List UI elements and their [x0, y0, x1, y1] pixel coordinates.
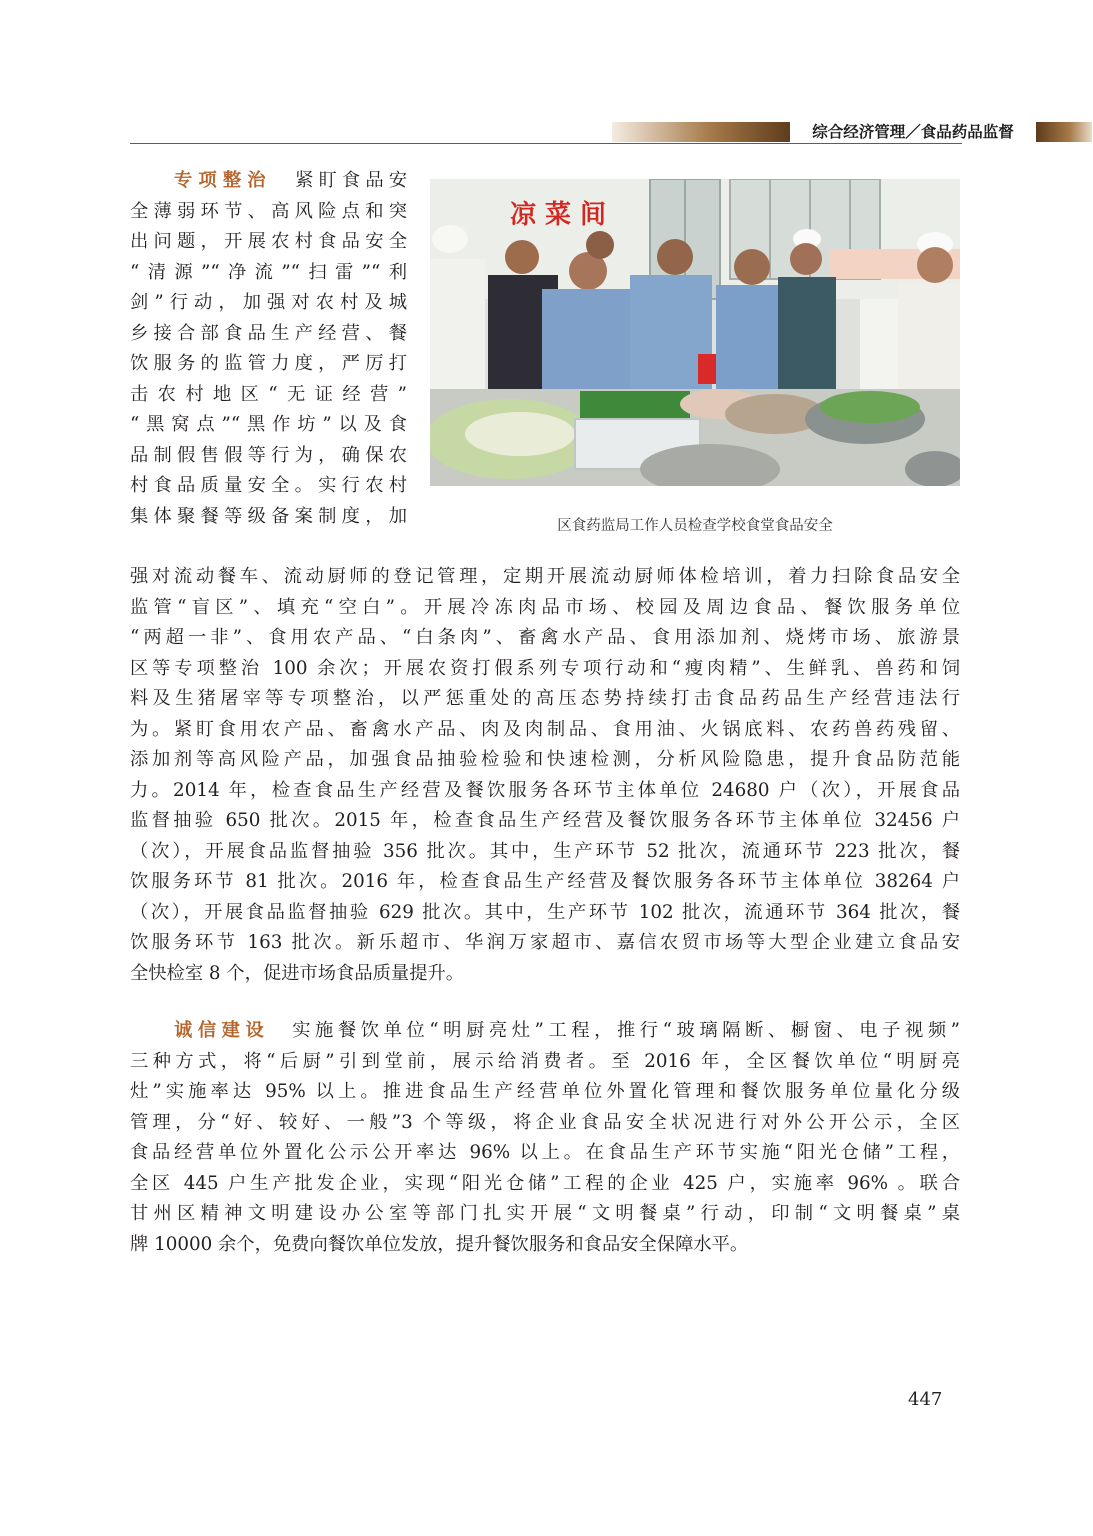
section1-line: 集体聚餐等级备案制度，加: [130, 505, 407, 527]
section1-line: 添加剂等高风险产品，加强食品抽验检验和快速检测，分析风险隐患，提升食品防范能: [130, 749, 960, 770]
section2-line: 全区 445 户生产批发企业，实现“阳光仓储”工程的企业 425 户，实施率 96% 。联合: [130, 1172, 960, 1194]
section1-line: 监督抽验 650 批次。2015 年，检查食品生产经营及餐饮服务各环节主体单位 32456 户: [130, 810, 960, 831]
inspection-photo: [430, 179, 960, 486]
section2-line: 灶”实施率达 95% 以上。推进食品生产经营单位外置化管理和餐饮服务单位量化分级: [130, 1081, 960, 1102]
section1-line: （次），开展食品监督抽验 356 批次。其中，生产环节 52 批次，流通环节 223 批次，餐: [130, 840, 960, 862]
section2-paragraph: [130, 1016, 960, 1260]
section1-full-width: [130, 562, 960, 989]
section1-line: 出问题，开展农村食品安全: [130, 231, 407, 252]
running-header: [130, 122, 1014, 144]
section1-line: 强对流动餐车、流动厨师的登记管理，定期开展流动厨师体检培训，着力扫除食品安全: [130, 566, 960, 587]
section1-line: 村食品质量安全。实行农村: [130, 475, 407, 496]
section1-line: 剑”行动，加强对农村及城: [130, 292, 407, 313]
section1-line: 力。2014 年，检查食品生产经营及餐饮服务各环节主体单位 24680 户（次），开展食品: [130, 779, 960, 801]
section1-line: 区等专项整治 100 余次；开展农资打假系列专项行动和“瘦肉精”、生鲜乳、兽药和饲: [130, 657, 960, 679]
header-title: 综合经济管理／食品药品监督: [790, 122, 1036, 142]
section1-line: 料及生猪屠宰等专项整治，以严惩重处的高压态势持续打击食品药品生产经营违法行: [130, 688, 960, 709]
section1-line: “清源”“净流”“扫雷”“利: [130, 261, 407, 283]
page-number: 447: [908, 1389, 943, 1410]
section2-line: [130, 1016, 960, 1047]
photo-sign-text: 凉 菜 间: [509, 200, 607, 230]
section1-line: 饮服务的监管力度，严厉打: [130, 353, 407, 374]
section2-line-last: 牌 10000 余个，免费向餐饮单位发放，提升餐饮服务和食品安全保障水平。: [130, 1233, 749, 1255]
section1-line: 饮服务环节 81 批次。2016 年，检查食品生产经营及餐饮服务各环节主体单位 38264 户: [130, 871, 960, 892]
section1-line: 品制假售假等行为，确保农: [130, 444, 407, 466]
header-decor-bar-left: [612, 122, 790, 142]
section2-line: 三种方式，将“后厨”引到堂前，展示给消费者。至 2016 年，全区餐饮单位“明厨亮: [130, 1050, 960, 1072]
header-rule: [130, 143, 962, 144]
section2-line: 管理，分“好、较好、一般”3 个等级，将企业食品安全状况进行对外公开公示，全区: [130, 1111, 960, 1133]
header-decor-bar-right: [1036, 122, 1092, 142]
section1-line-last: 全快检室 8 个，促进市场食品质量提升。: [130, 962, 465, 984]
section1-line: 乡接合部食品生产经营、餐: [130, 322, 407, 344]
section1-line: 监管“盲区”、填充“空白”。开展冷冻肉品市场、校园及周边食品、餐饮服务单位: [130, 596, 960, 618]
section1-text: 紧盯食品安: [295, 170, 408, 191]
section1-line: 击农村地区“无证经营”: [130, 383, 407, 405]
section1-line: 饮服务环节 163 批次。新乐超市、华润万家超市、嘉信农贸市场等大型企业建立食品安: [130, 932, 960, 953]
section1-heading: 专项整治: [174, 170, 272, 191]
photo-caption: 区食药监局工作人员检查学校食堂食品安全: [557, 518, 833, 534]
section2-heading: 诚信建设: [174, 1020, 270, 1041]
section1-narrow-column: [130, 166, 407, 532]
section2-line: 甘州区精神文明建设办公室等部门扎实开展“文明餐桌”行动，印制“文明餐桌”桌: [130, 1203, 960, 1224]
section1-line: 全薄弱环节、高风险点和突: [130, 200, 407, 222]
section1-line: 为。紧盯食用农产品、畜禽水产品、肉及肉制品、食用油、火锅底料、农药兽药残留、: [130, 718, 960, 740]
section2-text: 实施餐饮单位“明厨亮灶”工程，推行“玻璃隔断、橱窗、电子视频”: [292, 1020, 961, 1041]
section1-line: “黑窝点”“黑作坊”以及食: [130, 414, 407, 435]
section1-line: （次），开展食品监督抽验 629 批次。其中，生产环节 102 批次，流通环节 364 批次，餐: [130, 901, 960, 923]
section2-line: 食品经营单位外置化公示公开率达 96% 以上。在食品生产环节实施“阳光仓储”工程，: [130, 1142, 960, 1163]
section1-line: “两超一非”、食用农产品、“白条肉”、畜禽水产品、食用添加剂、烧烤市场、旅游景: [130, 627, 960, 648]
section1-line: [130, 166, 407, 197]
